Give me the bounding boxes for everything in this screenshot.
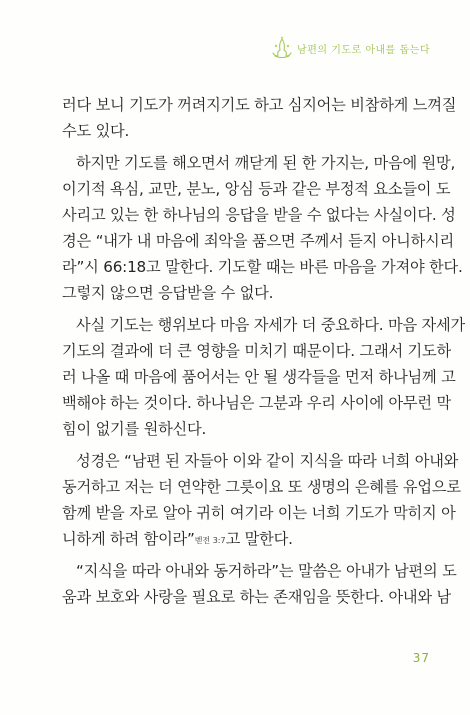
text-line: 이기적 욕심, 교만, 분노, 앙심 등과 같은 부정적 요소들이 도	[62, 180, 451, 198]
text-line: 그렇지 않으면 응답받을 수 없다.	[62, 284, 274, 302]
text-line: 움과 보호와 사랑을 필요로 하는 존재임을 뜻한다. 아내와 남	[62, 588, 451, 606]
text-line: 사실 기도는 행위보다 마음 자세가 더 중요하다. 마음 자세가	[76, 316, 465, 334]
text-line: 백해야 하는 것이다. 하나님은 그분과 우리 사이에 아무런 막	[62, 394, 451, 412]
text-fragment: 고 말한다.	[225, 530, 293, 548]
text-line	[62, 526, 414, 552]
text-line: 함께 받을 자로 알아 귀히 여기라 이는 너희 기도가 막히지 아	[62, 504, 456, 522]
text-line: 라”시 66:18고 말한다. 기도할 때는 바른 마음을 가져야 한다.	[62, 258, 463, 276]
text-line: 러 나올 때 마음에 품어서는 안 될 생각들을 먼저 하나님께 고	[62, 368, 456, 386]
running-header	[271, 36, 430, 60]
text-line: “지식을 따라 아내와 동거하라”는 말씀은 아내가 남편의 도	[76, 562, 457, 580]
text-line: 경은 “내가 내 마음에 죄악을 품으면 주께서 듣지 아니하시리	[62, 232, 454, 250]
text-line: 사리고 있는 한 하나님의 응답을 받을 수 없다는 사실이다. 성	[62, 206, 456, 224]
text-line: 동거하고 저는 더 연약한 그릇이요 또 생명의 은혜를 유업으로	[62, 478, 461, 496]
praying-hands-icon	[271, 36, 293, 60]
text-line: 힘이 없기를 원하신다.	[62, 420, 207, 438]
body-text	[62, 92, 465, 610]
running-title: 남편의 기도로 아내를 돕는다	[297, 44, 430, 56]
text-line: 기도의 결과에 더 큰 영향을 미치기 때문이다. 그래서 기도하	[62, 342, 451, 360]
text-line: 러다 보니 기도가 꺼려지기도 하고 심지어는 비참하게 느껴질	[62, 96, 457, 114]
text-line: 하지만 기도를 해오면서 깨닫게 된 한 가지는, 마음에 원망,	[76, 154, 456, 172]
page-number: 37	[412, 651, 430, 665]
text-line: 성경은 “남편 된 자들아 이와 같이 지식을 따라 너희 아내와	[76, 452, 459, 470]
text-fragment: 니하게 하려 함이라”	[62, 530, 195, 548]
text-line: 수도 있다.	[62, 122, 130, 140]
scripture-reference: 벧전 3:7	[194, 536, 226, 545]
